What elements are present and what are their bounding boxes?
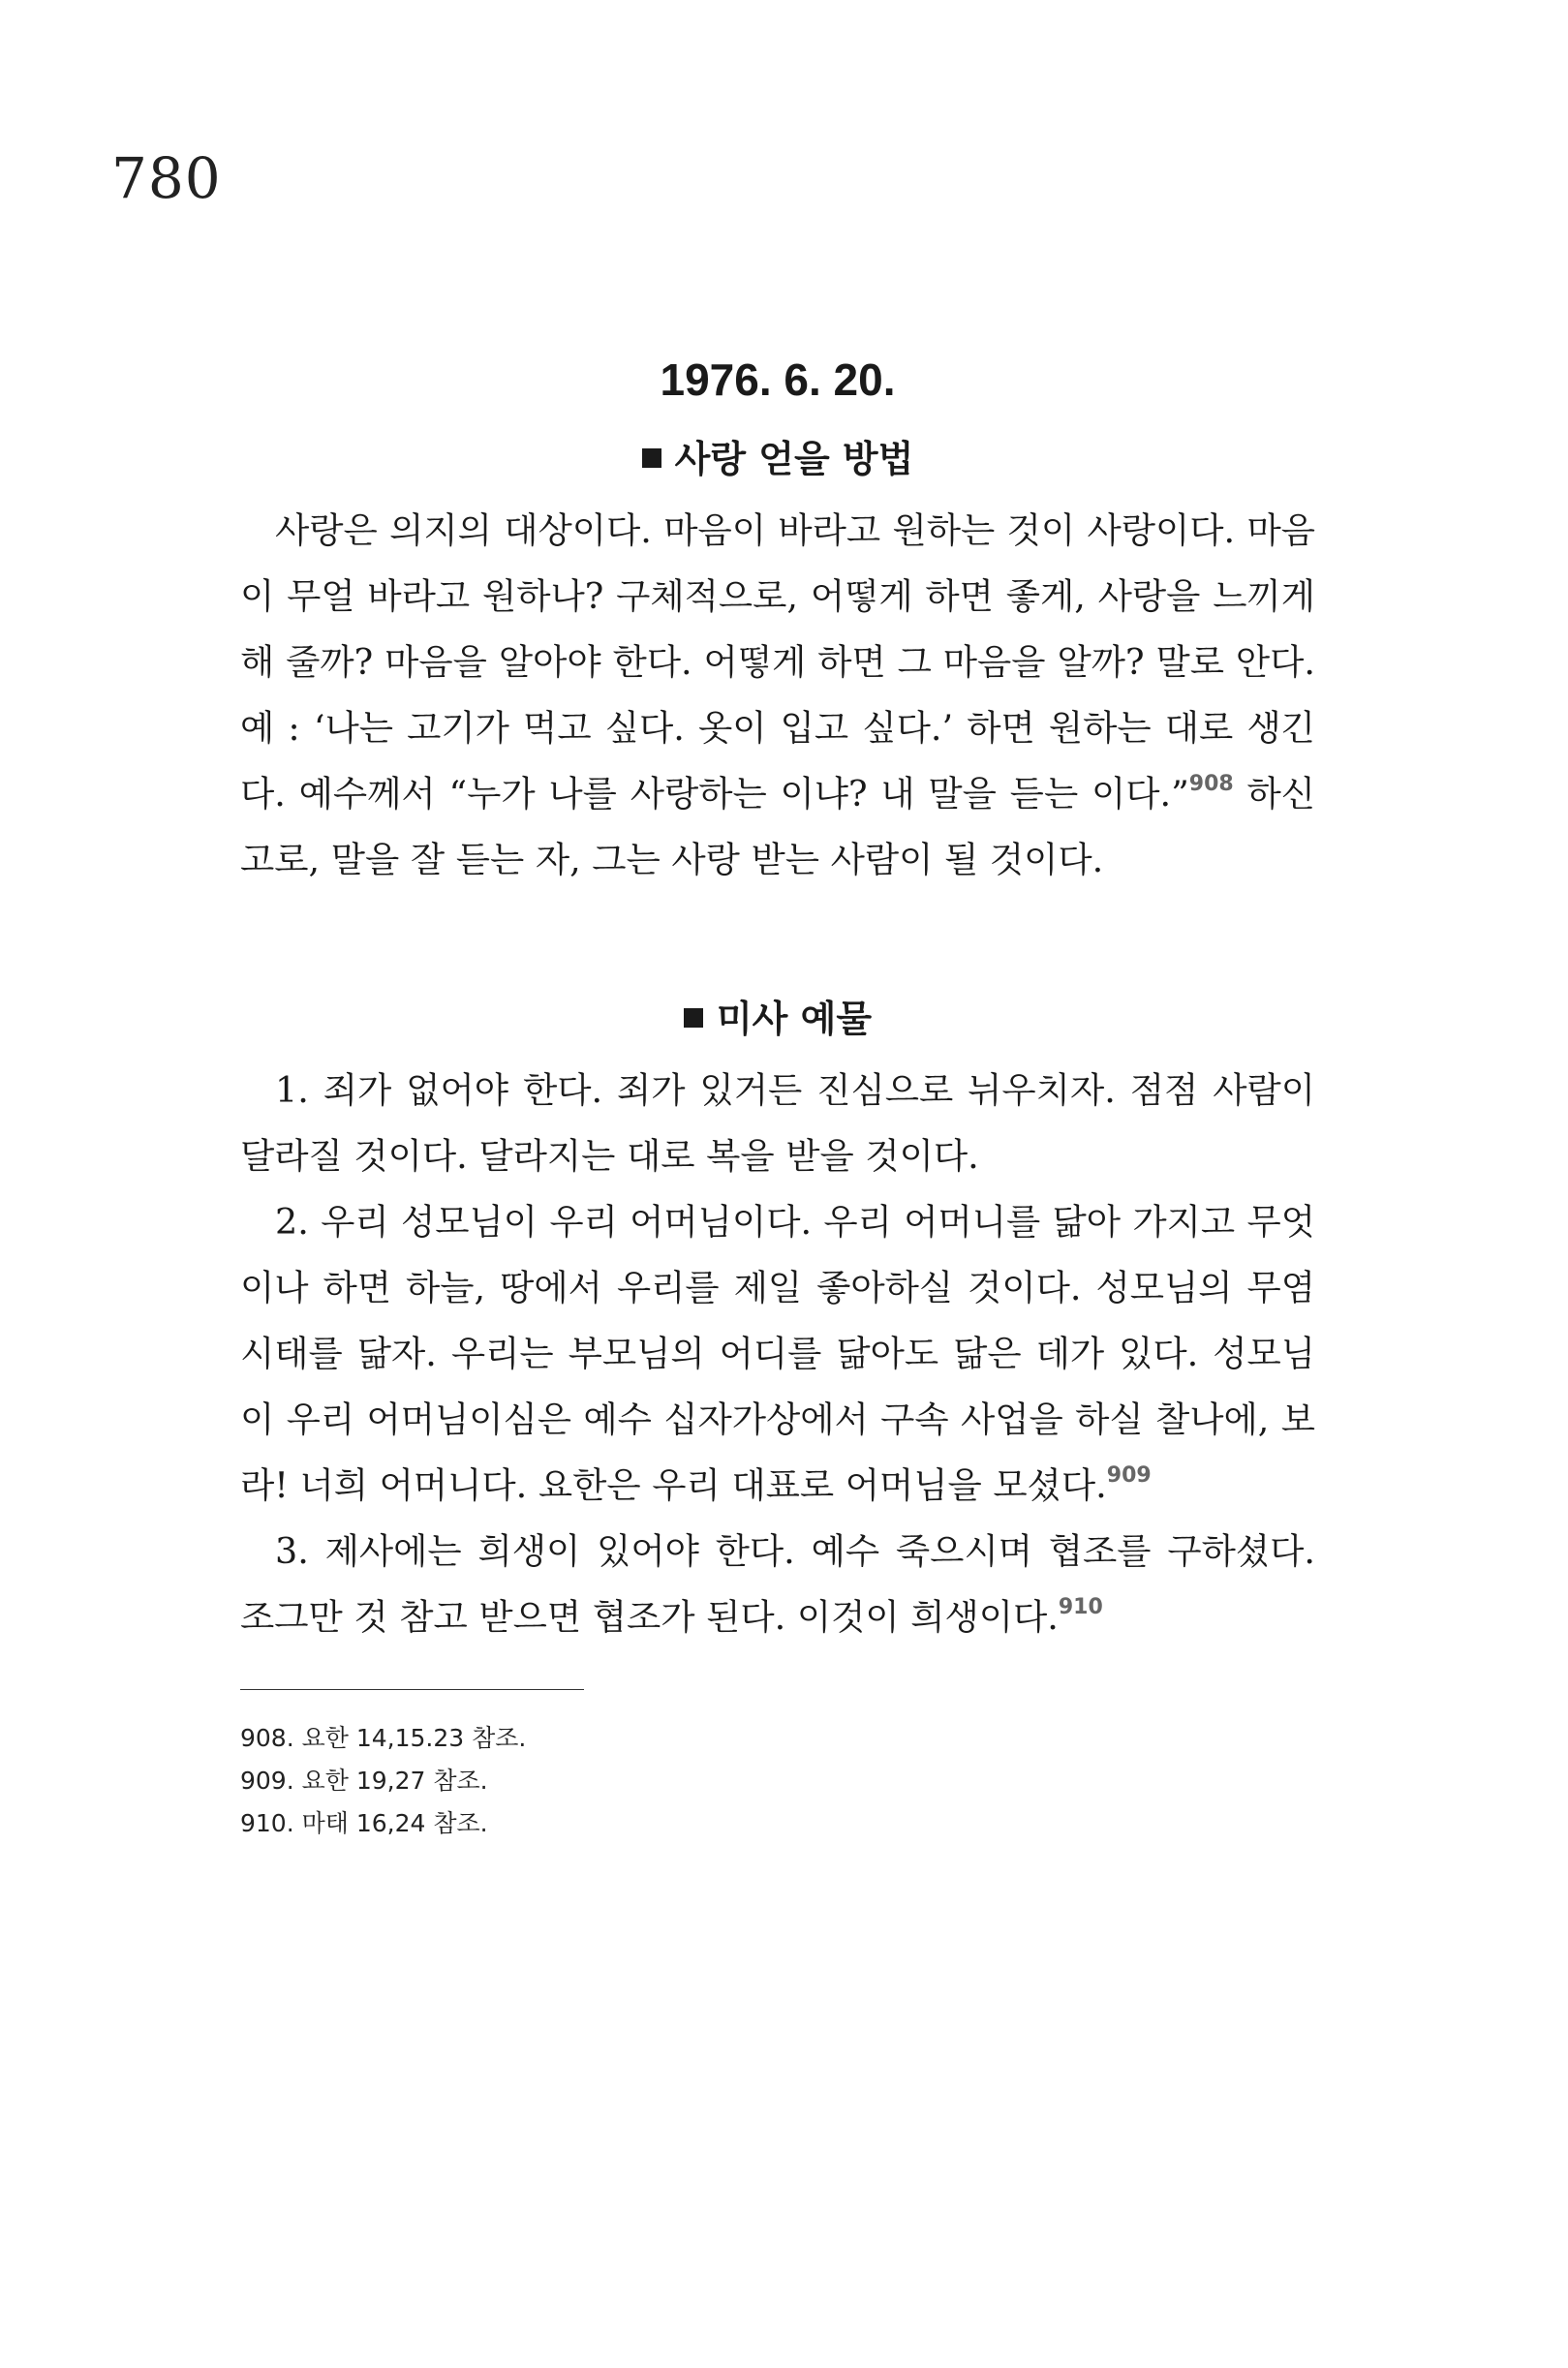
- paragraph: [240, 1189, 1315, 1519]
- paragraph-text: 하신 고로, 말을 잘 듣는 자, 그는 사랑 받는 사람이 될 것이다.: [240, 773, 1315, 880]
- date-heading: 1976. 6. 20.: [660, 354, 896, 405]
- paragraph: [240, 498, 1315, 893]
- section-title: 미사 예물: [716, 998, 873, 1040]
- page-number: 780: [111, 145, 222, 211]
- square-bullet-icon: [642, 448, 661, 468]
- section-title: 사랑 얻을 방법: [674, 438, 914, 480]
- paragraph-text: 1. 죄가 없어야 한다. 죄가 있거든 진심으로 뉘우치자. 점점 사람이 달라질 것이다. 달라지는 대로 복을 받을 것이다.: [240, 1069, 1315, 1177]
- footnote-ref: 908: [1188, 772, 1234, 796]
- footnote-ref: 909: [1106, 1463, 1152, 1488]
- footnote-divider: [240, 1689, 584, 1690]
- paragraph: [240, 1519, 1315, 1650]
- page-content: [240, 339, 1315, 1845]
- section-heading-mass-offering: [240, 980, 1315, 1058]
- footnote: 909. 요한 19,27 참조.: [240, 1767, 488, 1795]
- footnote: 910. 마태 16,24 참조.: [240, 1809, 488, 1837]
- paragraph-text: 사랑은 의지의 대상이다. 마음이 바라고 원하는 것이 사랑이다. 마음이 무얼 바라고 원하나? 구체적으로, 어떻게 하면 좋게, 사랑을 느끼게 해 줄까? 마음을 알아야 한다. 어떻게 하면 그 마음을 알까? 말로 안다. 예 : ‘나는 고기가 먹고 싶다. 옷이 입고 싶다.’ 하면 원하는 대로 생긴다. 예수께서 “누가 나를 사랑하는 이냐? 내 말을 듣는 이다.”: [240, 509, 1315, 815]
- square-bullet-icon: [684, 1008, 703, 1028]
- paragraph-text: 3. 제사에는 희생이 있어야 한다. 예수 죽으시며 협조를 구하셨다. 조그만 것 참고 받으면 협조가 된다. 이것이 희생이다.: [240, 1530, 1315, 1638]
- section-heading-love: [240, 420, 1315, 498]
- paragraph-text: 2. 우리 성모님이 우리 어머님이다. 우리 어머니를 닮아 가지고 무엇이나 하면 하늘, 땅에서 우리를 제일 좋아하실 것이다. 성모님의 무염시태를 닮자. 우리는 부모님의 어디를 닮아도 닮은 데가 있다. 성모님이 우리 어머님이심은 예수 십자가상에서 구속 사업을 하실 찰나에, 보라! 너희 어머니다. 요한은 우리 대표로 어머님을 모셨다.: [240, 1201, 1315, 1506]
- paragraph: [240, 1058, 1315, 1189]
- footnote-ref: 910: [1058, 1595, 1103, 1619]
- footnote: 908. 요한 14,15.23 참조.: [240, 1724, 527, 1752]
